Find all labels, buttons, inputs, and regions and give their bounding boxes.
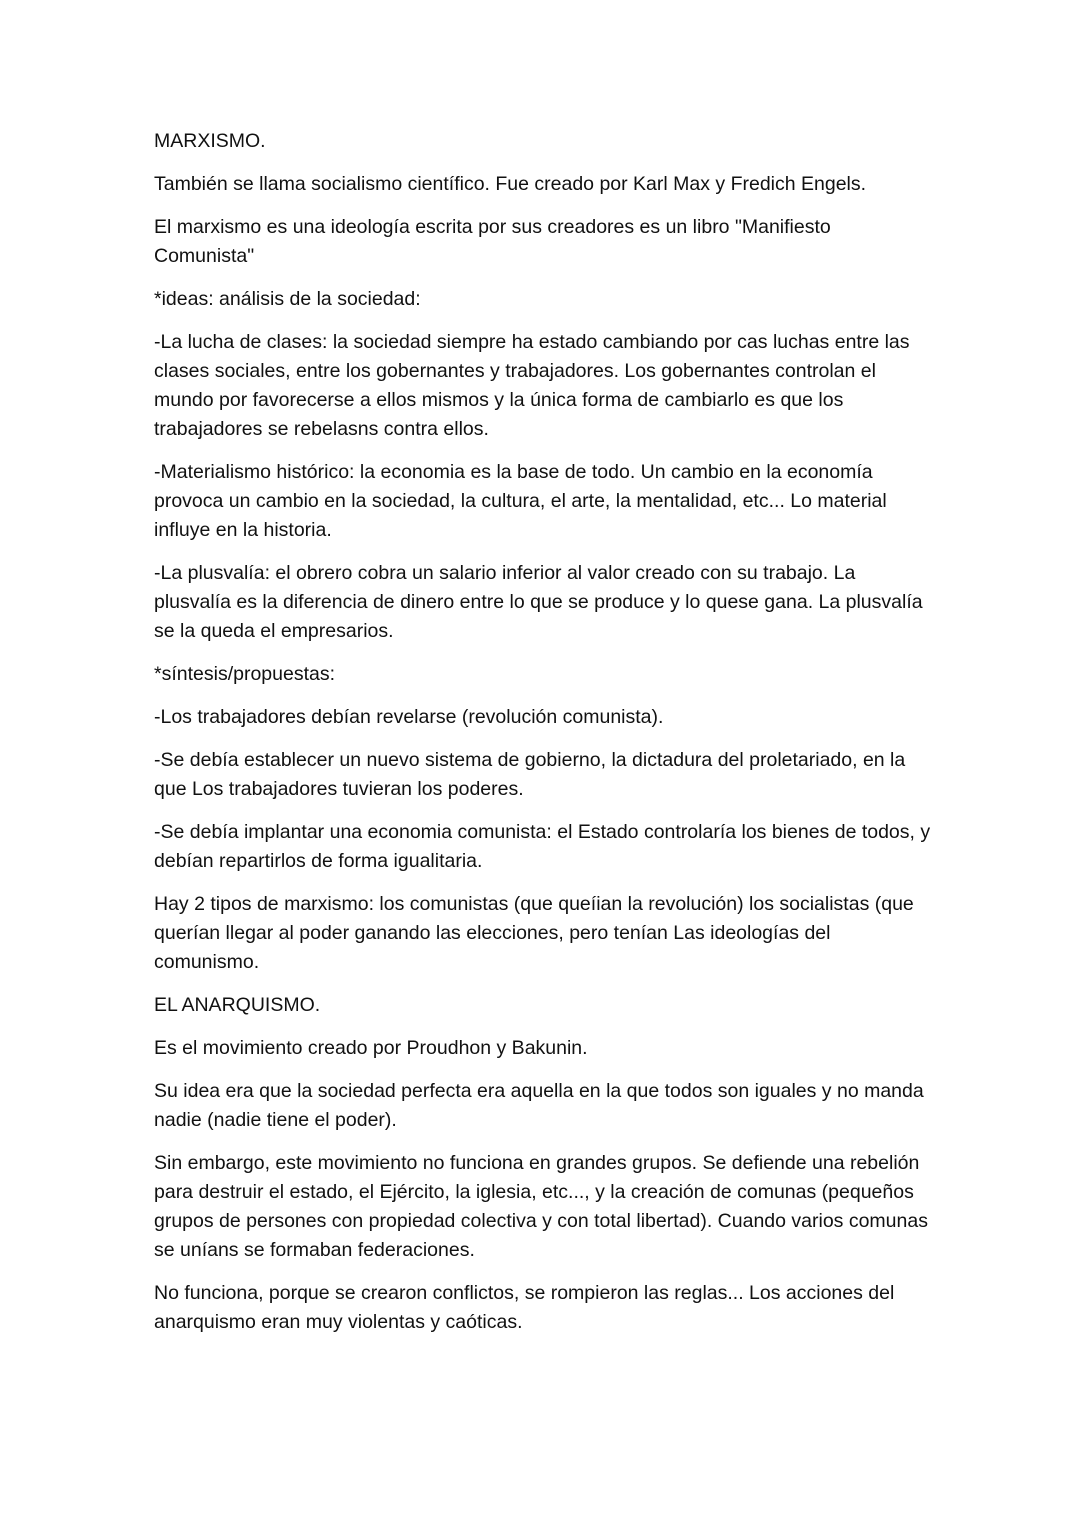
paragraph: Es el movimiento creado por Proudhon y Bakunin. [154, 1037, 588, 1059]
paragraph: También se llama socialismo científico. Fue creado por Karl Max y Fredich Engels. [154, 173, 867, 195]
section-heading-anarquismo: EL ANARQUISMO. [154, 994, 321, 1016]
list-item: -La lucha de clases: la sociedad siempre ha estado cambiando por cas luchas entre las clases sociales, entre los gobernantes y trabajadores. Los gobernantes controlan el mundo por favorecerse a ellos mismos y la única forma de cambiarlo es que los trabajadores se rebelasns contra ellos. [154, 331, 910, 440]
list-item: -Los trabajadores debían revelarse (revolución comunista). [154, 706, 664, 728]
list-item: -Materialismo histórico: la economia es la base de todo. Un cambio en la economía provoca un cambio en la sociedad, la cultura, el arte, la mentalidad, etc... Lo material influye en la historia. [154, 461, 887, 541]
section-heading-marxismo: MARXISMO. [154, 130, 266, 152]
list-item: -Se debía implantar una economia comunista: el Estado controlaría los bienes de todos, y debían repartirlos de forma igualitaria. [154, 821, 931, 872]
paragraph: Hay 2 tipos de marxismo: los comunistas (que queíian la revolución) los socialistas (que querían llegar al poder ganando las elecciones, pero tenían Las ideologías del comunismo. [154, 893, 914, 973]
list-item: -La plusvalía: el obrero cobra un salario inferior al valor creado con su trabajo. La plusvalía es la diferencia de dinero entre lo que se produce y lo quese gana. La plusvalía se la queda el empresarios. [154, 562, 923, 642]
paragraph: No funciona, porque se crearon conflictos, se rompieron las reglas... Los acciones del anarquismo eran muy violentas y caóticas. [154, 1282, 895, 1333]
document-page [154, 127, 934, 1351]
list-item: -Se debía establecer un nuevo sistema de gobierno, la dictadura del proletariado, en la que Los trabajadores tuvieran los poderes. [154, 749, 906, 800]
paragraph: El marxismo es una ideología escrita por sus creadores es un libro "Manifiesto Comunista" [154, 216, 831, 267]
subheading-propuestas: *síntesis/propuestas: [154, 663, 336, 685]
subheading-ideas: *ideas: análisis de la sociedad: [154, 288, 421, 310]
paragraph: Su idea era que la sociedad perfecta era aquella en la que todos son iguales y no manda nadie (nadie tiene el poder). [154, 1080, 924, 1131]
paragraph: Sin embargo, este movimiento no funciona en grandes grupos. Se defiende una rebelión para destruir el estado, el Ejército, la iglesia, etc..., y la creación de comunas (pequeños grupos de persones con propiedad colectiva y con total libertad). Cuando varios comunas se uníans se formaban federaciones. [154, 1152, 928, 1261]
